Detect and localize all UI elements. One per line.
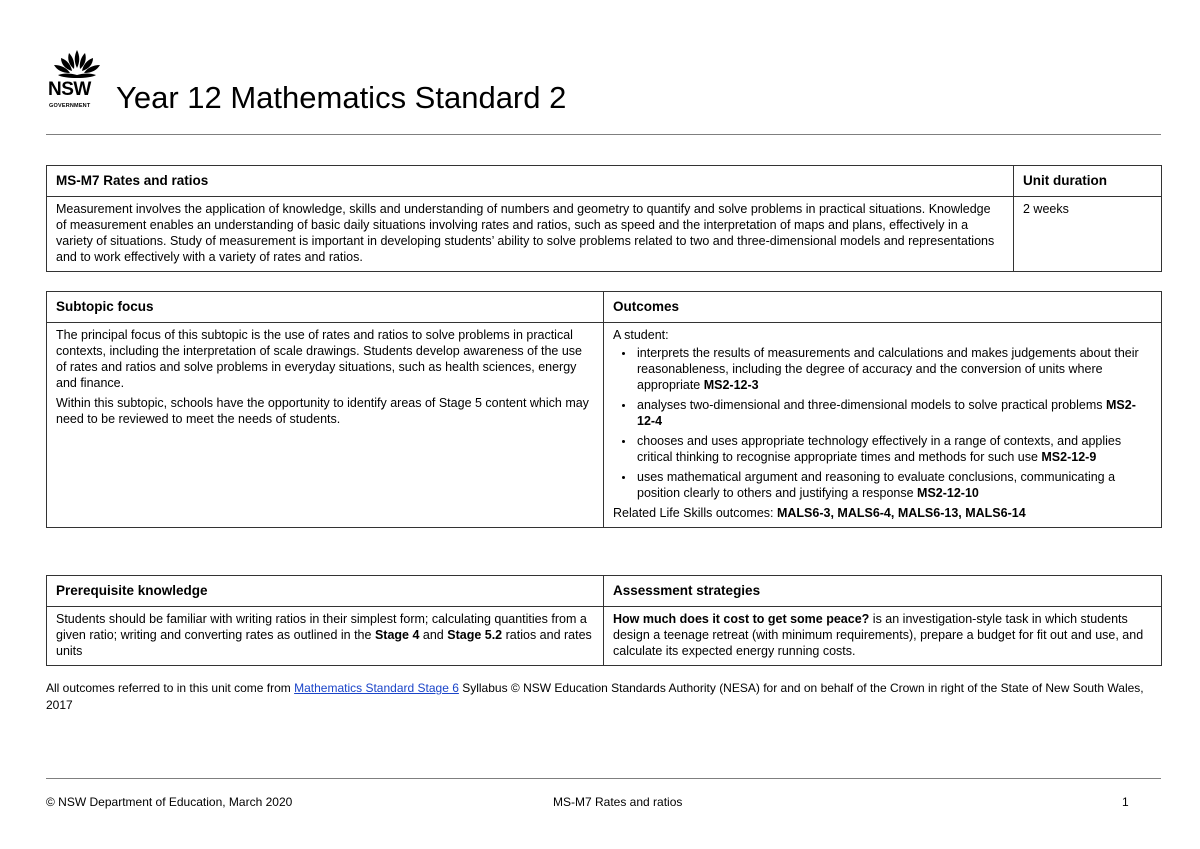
outcome-text: chooses and uses appropriate technology effectively in a range of contexts, and applies critical thinking to recognise appropriate times and methods for such use xyxy=(637,434,1122,464)
outcome-text: analyses two-dimensional and three-dimensional models to solve practical problems xyxy=(637,398,1103,412)
outcomes-list xyxy=(613,345,1152,501)
table-header-row xyxy=(47,576,1162,607)
life-skills-codes: MALS6-3, MALS6-4, MALS6-13, MALS6-14 xyxy=(776,506,1026,520)
prerequisite-cell xyxy=(47,607,604,666)
assessment-header: Assessment strategies xyxy=(604,576,1162,607)
outcome-text: interprets the results of measurements and calculations and makes judgements about their reasonableness, including the degree of accuracy and the conversion of units where appropriate xyxy=(637,346,1139,392)
syllabus-link[interactable]: Mathematics Standard Stage 6 xyxy=(294,681,459,695)
list-item xyxy=(635,469,1152,501)
outcome-text: uses mathematical argument and reasoning to evaluate conclusions, communicating a position clearly to others and justifying a response xyxy=(637,470,1116,500)
list-item xyxy=(635,397,1152,429)
header-divider xyxy=(46,134,1161,135)
syllabus-footnote xyxy=(46,680,1156,714)
logo-wordmark: NSW xyxy=(48,79,91,100)
list-item xyxy=(635,345,1152,393)
outcomes-intro: A student: xyxy=(613,328,669,342)
footnote-text-end: Syllabus © NSW Education Standards Authority (NESA) for and on behalf of the Crown in right of the State of New South Wales, 2017 xyxy=(46,681,1144,712)
focus-paragraph: Within this subtopic, schools have the opportunity to identify areas of Stage 5 content which may need to be reviewed to meet the needs of students. xyxy=(56,396,589,426)
footnote-text: All outcomes referred to in this unit come from xyxy=(46,681,291,695)
table-header-row xyxy=(47,292,1162,323)
table-row xyxy=(47,197,1162,272)
table-header-row xyxy=(47,166,1162,197)
table-row xyxy=(47,323,1162,528)
outcome-code: MS2-12-10 xyxy=(917,486,979,500)
page-title: Year 12 Mathematics Standard 2 xyxy=(116,80,567,115)
focus-outcomes-table xyxy=(46,291,1162,528)
footer-copyright: © NSW Department of Education, March 2020 xyxy=(46,795,293,809)
outcome-code: MS2-12-4 xyxy=(637,398,1136,428)
life-skills-outcomes xyxy=(613,505,1152,521)
assessment-cell xyxy=(604,607,1162,666)
unit-overview-table xyxy=(46,165,1162,272)
nsw-government-logo xyxy=(48,48,106,116)
logo-subtext: GOVERNMENT xyxy=(49,103,91,109)
outcomes-header: Outcomes xyxy=(604,292,1162,323)
list-item xyxy=(635,433,1152,465)
table-row xyxy=(47,607,1162,666)
prerequisite-header: Prerequisite knowledge xyxy=(47,576,604,607)
assessment-task-title: How much does it cost to get some peace? xyxy=(613,612,870,626)
outcome-code: MS2-12-3 xyxy=(703,378,759,392)
subtopic-focus-header: Subtopic focus xyxy=(47,292,604,323)
assessment-text: is an investigation-style task in which students design a teenage retreat (with minimum requirements), prepare a budget for fit out and use, and calculate its expected energy running costs. xyxy=(613,612,1144,658)
duration-header: Unit duration xyxy=(1014,166,1162,197)
unit-description: Measurement involves the application of knowledge, skills and understanding of numbers and geometry to quantify and solve problems in practical situations. Knowledge of measurement enables an understanding of basic daily situations involving rates and ratios, such as speed and the interpretation of maps and plans, effectively in a variety of situations. Study of measurement is important in developing students’ ability to solve problems related to two and three-dimensional models and representations and to work effectively with a variety of rates and ratios. xyxy=(47,197,1014,272)
waratah-icon xyxy=(48,48,106,80)
prereq-and: and xyxy=(422,628,444,642)
outcomes-cell xyxy=(604,323,1162,528)
footer-unit-name: MS-M7 Rates and ratios xyxy=(553,795,683,809)
prereq-text-end: ratios and rates units xyxy=(56,628,592,658)
topic-header: MS-M7 Rates and ratios xyxy=(47,166,1014,197)
unit-duration: 2 weeks xyxy=(1014,197,1162,272)
prerequisite-assessment-table xyxy=(46,575,1162,666)
footer-divider xyxy=(46,778,1161,779)
prereq-text: Students should be familiar with writing ratios in their simplest form; calculating quantities from a given ratio; writing and converting rates as outlined in the xyxy=(56,612,587,642)
stage-4-ref: Stage 4 xyxy=(374,628,420,642)
page-header xyxy=(46,48,1161,116)
stage-5-2-ref: Stage 5.2 xyxy=(447,628,503,642)
subtopic-focus-cell xyxy=(47,323,604,528)
focus-paragraph: The principal focus of this subtopic is the use of rates and ratios to solve problems in practical contexts, including the interpretation of scale drawings. Students develop awareness of the use of rates and ratios and solve problems in everyday situations, such as health sciences, energy and finance. xyxy=(56,328,583,390)
outcome-code: MS2-12-9 xyxy=(1041,450,1097,464)
life-skills-label: Related Life Skills outcomes: xyxy=(613,506,774,520)
page-number: 1 xyxy=(1122,795,1129,809)
